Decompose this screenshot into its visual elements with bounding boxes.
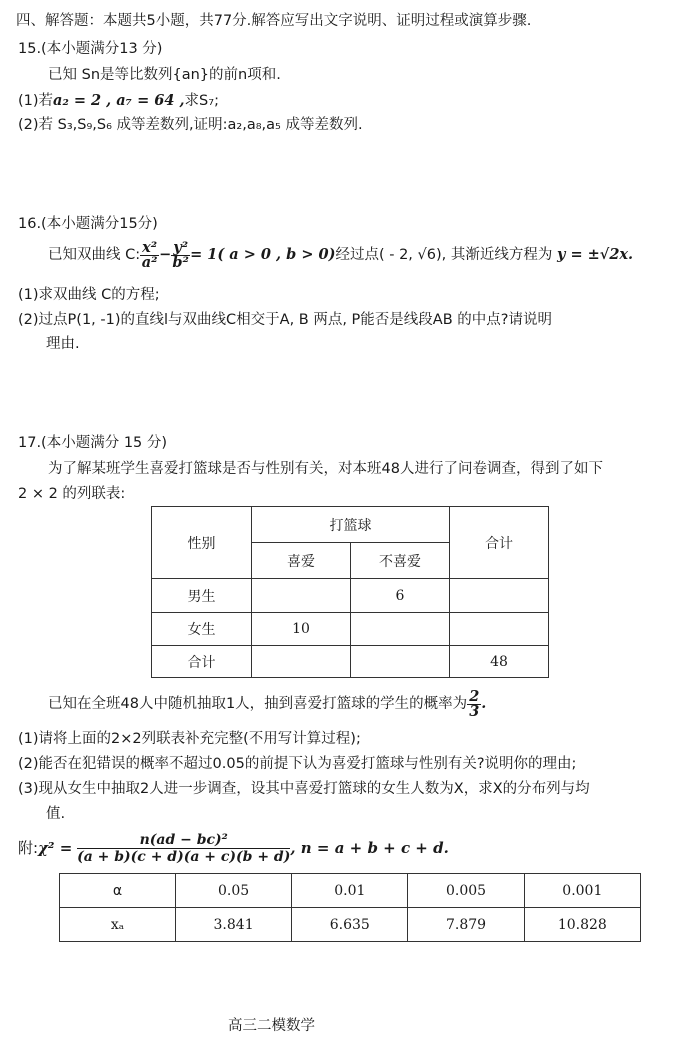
q16-part2-line2: 理由. <box>46 336 80 352</box>
q15-part1 <box>18 91 219 111</box>
chi-symbol: χ² = <box>38 839 73 857</box>
q16-frac-y <box>171 238 190 271</box>
q16-stem-middle: 经过点( - 2, √6), 其渐近线方程为 <box>335 247 553 263</box>
critical-value: 3.841 <box>175 908 291 942</box>
q16-condition: = 1( a > 0 , b > 0) <box>190 246 336 263</box>
table-row <box>152 579 549 613</box>
cell-grand-total: 48 <box>450 646 549 678</box>
chi-fraction <box>77 832 290 865</box>
critical-value: 10.828 <box>524 908 640 942</box>
appendix-label: 附: <box>18 839 39 857</box>
critical-value-table <box>59 873 641 942</box>
q17-part3-line2: 值. <box>46 806 66 822</box>
q17-part3-line1: (3)现从女生中抽取2人进一步调查，设其中喜爱打篮球的女生人数为X，求X的分布列与均 <box>18 781 590 797</box>
cell-male-total <box>450 579 549 613</box>
q16-part1: (1)求双曲线 C的方程; <box>18 287 160 303</box>
alpha-label: α <box>60 874 176 908</box>
chi-numerator: n(ad − bc)² <box>77 832 290 849</box>
alpha-value: 0.001 <box>524 874 640 908</box>
q16-minus: − <box>159 246 172 263</box>
q17-prob-end: . <box>481 695 487 712</box>
q16-frac-x-num: x² <box>142 238 158 256</box>
q17-part1: (1)请将上面的2×2列联表补充完整(不用写计算过程); <box>18 731 361 747</box>
q16-frac-x <box>140 238 159 271</box>
chi-square-formula <box>18 830 449 866</box>
cell-male-like <box>252 579 351 613</box>
q15-part2: (2)若 S₃,S₉,S₆ 成等差数列,证明:a₂,a₈,a₅ 成等差数列. <box>18 117 363 133</box>
q16-part2-line1: (2)过点P(1, -1)的直线l与双曲线C相交于A, B 两点, P能否是线段AB 的中点?请说明 <box>18 312 552 328</box>
q16-frac-y-num: y² <box>173 238 189 256</box>
q15-title: 15.(本小题满分13 分) <box>18 41 163 57</box>
q17-prob-frac <box>467 687 481 720</box>
q17-stem-line2: 2 × 2 的列联表: <box>18 486 126 502</box>
section-header: 四、解答题：本题共5小题，共77分.解答应写出文字说明、证明过程或演算步骤. <box>16 13 532 29</box>
cell-male-dislike: 6 <box>351 579 450 613</box>
cell-total-like <box>252 646 351 678</box>
header-dislike: 不喜爱 <box>351 543 450 579</box>
row-label-total: 合计 <box>152 646 252 678</box>
header-basketball: 打篮球 <box>252 507 450 543</box>
q15-stem: 已知 Sn是等比数列{an}的前n项和. <box>48 67 281 83</box>
table-row <box>60 874 641 908</box>
q17-part2: (2)能否在犯错误的概率不超过0.05的前提下认为喜爱打篮球与性别有关?说明你的理由; <box>18 756 577 772</box>
q17-title: 17.(本小题满分 15 分) <box>18 435 168 451</box>
table-row <box>152 646 549 678</box>
header-gender: 性别 <box>152 507 252 579</box>
q16-frac-x-den: a² <box>141 253 158 271</box>
critical-label: xₐ <box>60 908 176 942</box>
q16-asymptote: y = ±√2x. <box>556 246 634 263</box>
alpha-value: 0.005 <box>408 874 524 908</box>
q16-stem-prefix: 已知双曲线 C: <box>48 247 141 263</box>
cell-total-dislike <box>351 646 450 678</box>
q17-stem-line1: 为了解某班学生喜爱打篮球是否与性别有关，对本班48人进行了问卷调查，得到了如下 <box>48 461 603 477</box>
q16-frac-y-den: b² <box>172 253 189 271</box>
q15-part1-math: a₂ = 2 , a₇ = 64 , <box>53 92 185 109</box>
alpha-value: 0.05 <box>175 874 291 908</box>
row-label-male: 男生 <box>152 579 252 613</box>
page-footer: 高三二模数学 <box>228 1018 315 1034</box>
contingency-table <box>151 506 549 678</box>
cell-female-like: 10 <box>252 613 351 646</box>
header-total: 合计 <box>450 507 549 579</box>
cell-female-total <box>450 613 549 646</box>
critical-value: 6.635 <box>292 908 408 942</box>
q17-prob-den: 3 <box>469 702 480 720</box>
q15-part1-prefix: (1)若 <box>18 93 54 109</box>
q16-stem <box>48 237 633 273</box>
q15-part1-suffix: 求S₇; <box>184 93 219 109</box>
critical-value: 7.879 <box>408 908 524 942</box>
alpha-value: 0.01 <box>292 874 408 908</box>
header-like: 喜爱 <box>252 543 351 579</box>
cell-female-dislike <box>351 613 450 646</box>
row-label-female: 女生 <box>152 613 252 646</box>
chi-denominator: (a + b)(c + d)(a + c)(b + d) <box>77 849 291 865</box>
n-definition: , n = a + b + c + d. <box>290 839 449 857</box>
q16-title: 16.(本小题满分15分) <box>18 216 158 232</box>
q17-probability <box>48 686 486 722</box>
q17-prob-text: 已知在全班48人中随机抽取1人，抽到喜爱打篮球的学生的概率为 <box>48 696 468 712</box>
q17-prob-num: 2 <box>469 687 480 705</box>
table-row <box>152 613 549 646</box>
table-row <box>60 908 641 942</box>
